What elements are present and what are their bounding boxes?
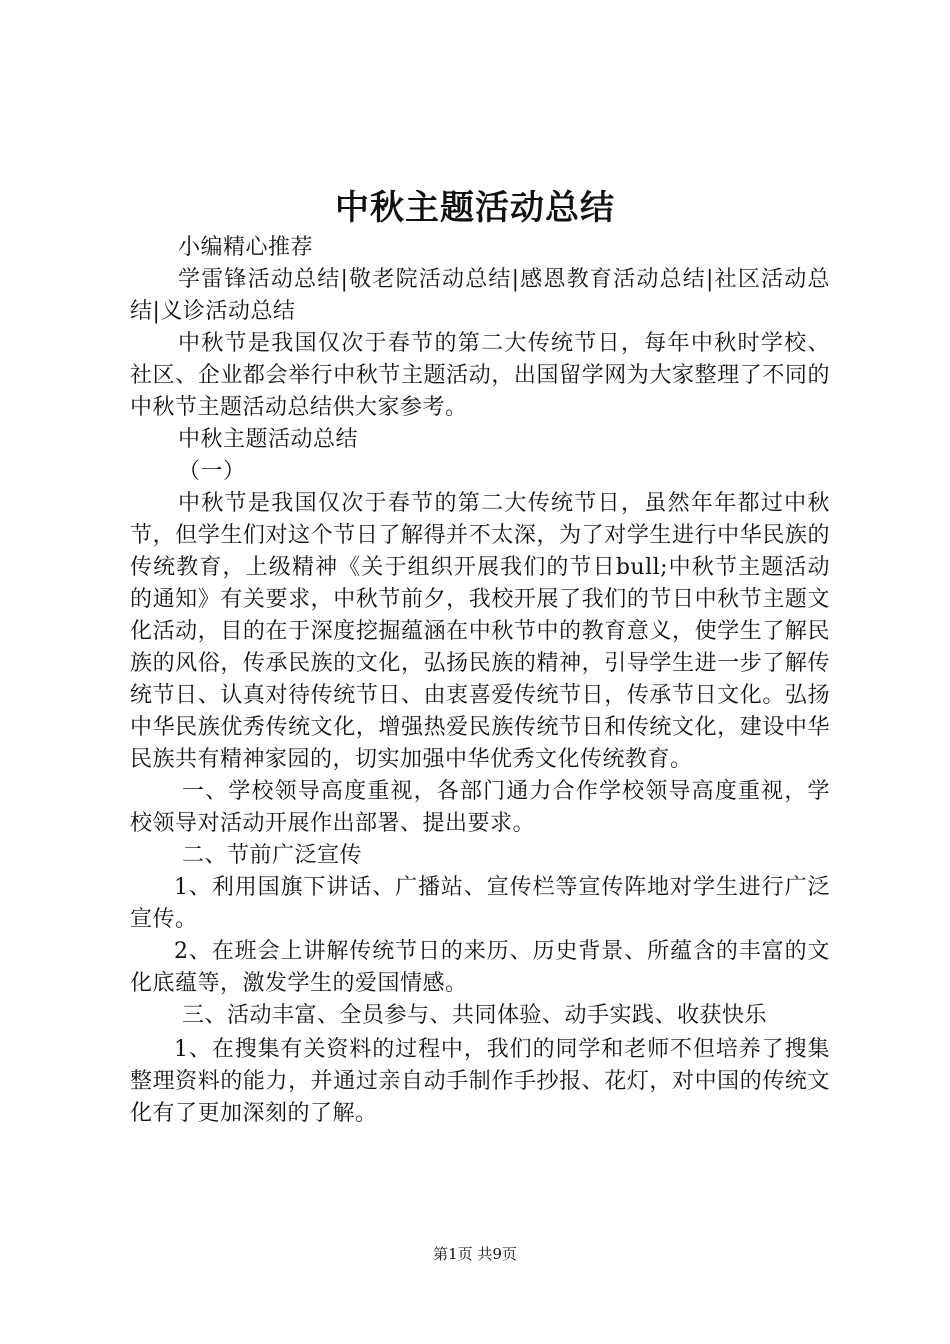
paragraph-point-2-item-1: 1、利用国旗下讲话、广播站、宣传栏等宣传阵地对学生进行广泛宣传。 [130, 875, 830, 932]
paragraph-point-3-item-1: 1、在搜集有关资料的过程中，我们的同学和老师不但培养了搜集整理资料的能力，并通过亲自动手制作手抄报、花灯，对中国的传统文化有了更加深刻的了解。 [130, 1037, 830, 1126]
paragraph-point-2-item-2: 2、在班会上讲解传统节日的来历、历史背景、所蕴含的丰富的文化底蕴等，激发学生的爱国情感。 [130, 939, 830, 996]
paragraph-point-3-heading: 三、活动丰富、全员参与、共同体验、动手实践、收获快乐 [182, 1003, 768, 1028]
paragraph-point-2-heading: 二、节前广泛宣传 [182, 843, 363, 868]
paragraph-section-one: （一） [178, 459, 246, 484]
paragraph-intro: 中秋节是我国仅次于春节的第二大传统节日，每年中秋时学校、社区、企业都会举行中秋节主题活动，出国留学网为大家整理了不同的中秋节主题活动总结供大家参考。 [130, 331, 830, 420]
page-indicator: 第1页 共9页 [433, 1245, 517, 1263]
paragraph-point-1: 一、学校领导高度重视，各部门通力合作学校领导高度重视，学校领导对活动开展作出部署、提出要求。 [130, 779, 830, 836]
paragraph-subtitle: 中秋主题活动总结 [178, 427, 359, 452]
document-title: 中秋主题活动总结 [335, 188, 615, 228]
document-body [130, 232, 830, 1130]
paragraph-related-links[interactable]: 学雷锋活动总结|敬老院活动总结|感恩教育活动总结|社区活动总结|义诊活动总结 [130, 267, 830, 324]
paragraph-main: 中秋节是我国仅次于春节的第二大传统节日，虽然年年都过中秋节，但学生们对这个节日了解得并不太深，为了对学生进行中华民族的传统教育，上级精神《关于组织开展我们的节日bull;中秋节主题活动的通知》有关要求，中秋节前夕，我校开展了我们的节日中秋节主题文化活动，目的在于深度挖掘蕴涵在中秋节中的教育意义，使学生了解民族的风俗，传承民族的文化，弘扬民族的精神，引导学生进一步了解传统节日、认真对待传统节日、由衷喜爱传统节日，传承节日文化。弘扬中华民族优秀传统文化，增强热爱民族传统节日和传统文化，建设中华民族共有精神家园的，切实加强中华优秀文化传统教育。 [130, 491, 830, 772]
paragraph-recommend: 小编精心推荐 [178, 235, 314, 260]
